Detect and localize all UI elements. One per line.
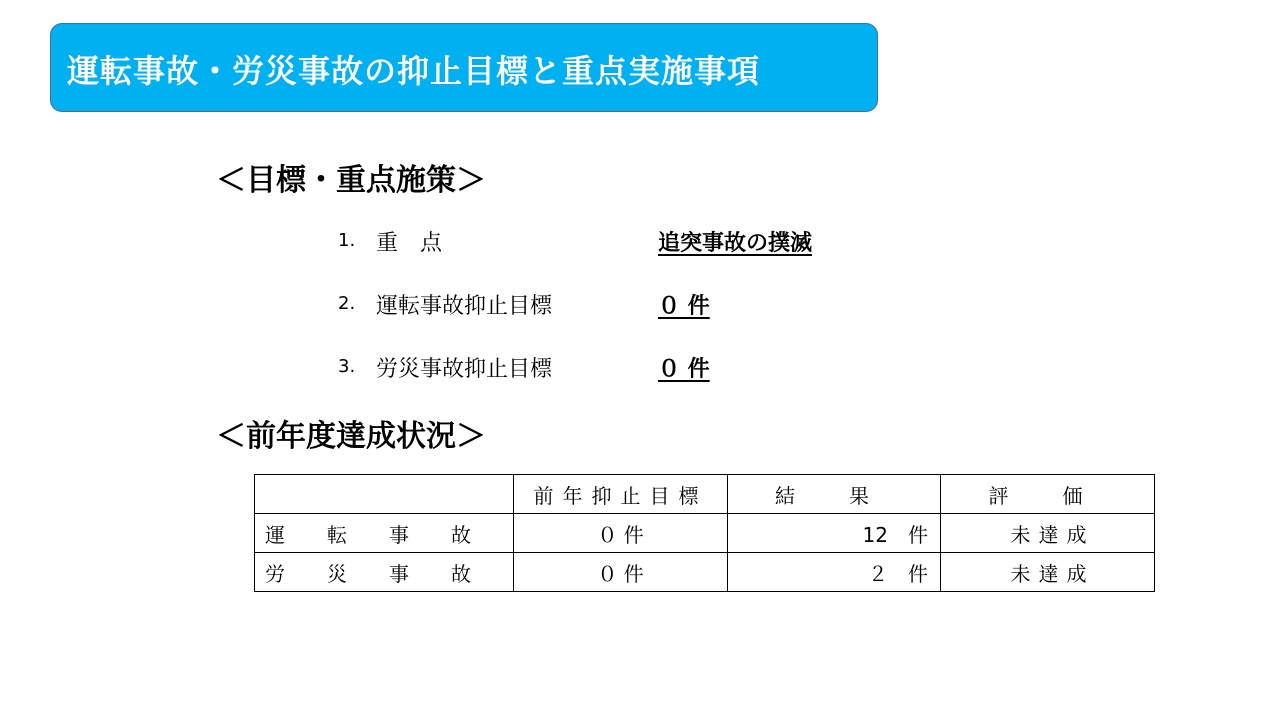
table-header-cell: 前年抑止目標 — [514, 475, 728, 514]
table-header-cell — [255, 475, 514, 514]
results-table — [254, 474, 1155, 592]
page-title: 運転事故・労災事故の抑止目標と重点実施事項 — [67, 52, 761, 90]
item-number: 3. — [338, 356, 356, 377]
table-header-row — [255, 475, 1155, 514]
table-row-label: 運転事故 — [255, 514, 514, 553]
item-number: 1. — [338, 230, 356, 251]
item-value: ０ 件 — [658, 294, 710, 319]
item-number: 2. — [338, 293, 356, 314]
section-heading-results: ＜前年度達成状況＞ — [216, 419, 486, 454]
item-value: ０ 件 — [658, 357, 710, 382]
table-cell-evaluation: 未達成 — [941, 514, 1155, 553]
section-heading-goals: ＜目標・重点施策＞ — [216, 163, 486, 198]
title-banner — [50, 23, 878, 112]
item-label: 重 点 — [376, 231, 443, 256]
table-cell-evaluation: 未達成 — [941, 553, 1155, 592]
item-label: 労災事故抑止目標 — [376, 357, 553, 382]
table-row — [255, 514, 1155, 553]
item-label: 運転事故抑止目標 — [376, 294, 553, 319]
table-row — [255, 553, 1155, 592]
table-row-label: 労災事故 — [255, 553, 514, 592]
table-cell-result: 12 件 — [728, 514, 941, 553]
item-value: 追突事故の撲滅 — [658, 231, 813, 256]
table-cell-target: ０ 件 — [514, 514, 728, 553]
table-cell-target: ０ 件 — [514, 553, 728, 592]
table-header-cell: 結果 — [728, 475, 941, 514]
table-cell-result: ２ 件 — [728, 553, 941, 592]
table-header-cell: 評価 — [941, 475, 1155, 514]
